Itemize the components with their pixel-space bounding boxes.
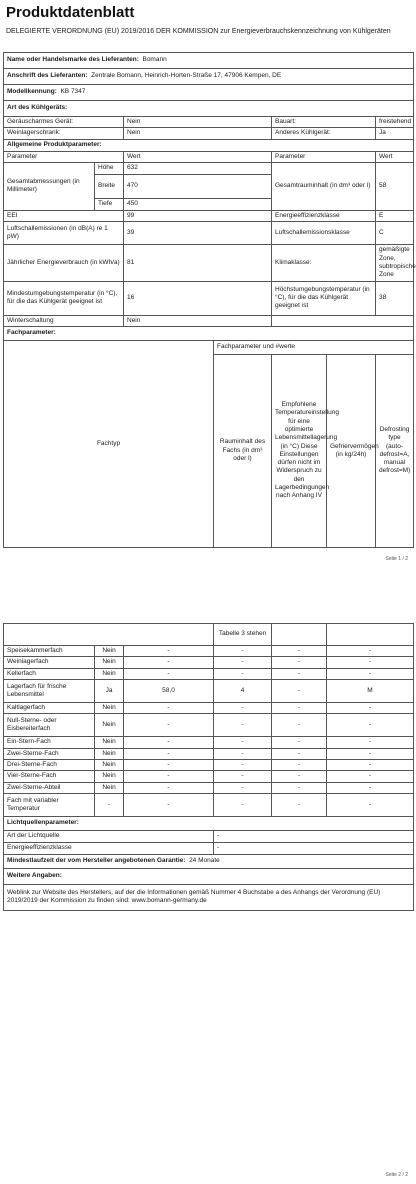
depth-value: 450 [124,198,272,210]
compartment-row [4,646,414,657]
compartment-values-header: Fachparameter und #werte [214,340,414,354]
min-temp-value: 16 [124,281,272,315]
noise-class-value: C [376,222,414,245]
compartment-volume: - [124,702,214,713]
compartment-defrost: - [327,737,414,748]
compartment-row [4,657,414,668]
light-params-heading: Lichtquellenparameter: [4,816,414,830]
compartment-present: Nein [95,646,124,657]
compartment-name: Zwei-Sterne-Abteil [4,782,95,793]
compartment-row [4,679,414,702]
datasheet-table-page2 [3,623,414,911]
eei-label: EEI [4,210,124,221]
climate-class-value: gemäßigte Zone, subtropische Zone [376,245,414,281]
compartment-defrost: - [327,646,414,657]
light-type-value: - [214,830,414,842]
col-param-header-2: Parameter [272,151,376,162]
energy-consumption-label: Jährlicher Energieverbrauch (in kWh/a) [4,245,124,281]
compartment-present: - [95,793,124,816]
compartment-volume: - [124,793,214,816]
model-value: KB 7347 [60,88,86,96]
max-temp-value: 38 [376,281,414,315]
compartment-temp: - [214,759,272,770]
compartment-row [4,793,414,816]
further-info-heading: Weitere Angaben: [4,868,414,884]
compartment-name: Kaltlagerfach [4,702,95,713]
efficiency-class-value: E [376,210,414,221]
width-value: 470 [124,174,272,198]
light-type-label: Art der Lichtquelle [4,830,214,842]
width-label: Breite [95,174,124,198]
dimensions-label: Gesamtabmessungen (in Millimeter) [4,162,95,210]
temp-col-header-cont: Tabelle 3 stehen [214,624,272,646]
compartment-volume: 58,0 [124,679,214,702]
design-type-label: Bauart: [272,117,376,128]
manufacturer-weblink[interactable]: www.bomann-germany.de [131,897,207,905]
compartment-present: Nein [95,759,124,770]
noise-emission-label: Luftschallemissionen (in dB(A) re 1 pW) [4,222,124,245]
compartment-temp: - [214,782,272,793]
compartment-freeze: - [272,782,327,793]
compartment-present: Nein [95,657,124,668]
compartment-row [4,771,414,782]
compartment-temp: 4 [214,679,272,702]
supplier-name-label: Name oder Handelsmarke des Lieferanten: [7,56,139,64]
compartment-volume: - [124,759,214,770]
other-appliance-value: Ja [376,128,414,139]
compartment-row [4,702,414,713]
compartment-volume: - [124,714,214,737]
compartment-freeze: - [272,748,327,759]
warranty-value: 24 Monate [189,857,220,865]
other-appliance-label: Anderes Kühlgerät: [272,128,376,139]
compartment-params-heading: Fachparameter: [4,326,414,340]
compartment-name: Ein-Stern-Fach [4,737,95,748]
warranty-row [4,854,414,868]
page-title: Produktdatenblatt [6,4,135,21]
volume-col-header: Rauminhalt des Fachs (in dm³ oder l) [214,354,272,547]
compartment-temp: - [214,748,272,759]
light-class-label: Energieeffizienzklasse [4,842,214,854]
warranty-label: Mindestlaufzeit der vom Hersteller angebotenen Garantie: [7,857,186,865]
supplier-address-value: Zentrale Bomann, Heinrich-Horten-Straße 17, 47906 Kempen, DE [91,72,282,80]
compartment-temp: - [214,668,272,679]
compartment-row [4,759,414,770]
model-label: Modellkennung: [7,88,57,96]
compartment-freeze: - [272,793,327,816]
supplier-address-label: Anschrift des Lieferanten: [7,72,88,80]
compartment-name: Lagerfach für frische Lebensmittel [4,679,95,702]
general-params-heading: Allgemeine Produktparameter: [4,139,414,151]
compartment-freeze: - [272,679,327,702]
page-gap [0,568,416,620]
supplier-name-value: Bomann [142,56,167,64]
energy-consumption-value: 81 [124,245,272,281]
noise-class-label: Luftschallemissionsklasse [272,222,376,245]
height-value: 632 [124,162,272,174]
wine-cabinet-label: Weinlagerschrank: [4,128,124,139]
compartment-freeze: - [272,657,327,668]
low-noise-label: Geräuscharmes Gerät: [4,117,124,128]
compartment-present: Nein [95,702,124,713]
compartment-freeze: - [272,702,327,713]
compartment-name: Speisekammerfach [4,646,95,657]
compartment-temp: - [214,737,272,748]
compartment-row [4,714,414,737]
compartment-row [4,668,414,679]
compartment-temp: - [214,657,272,668]
compartment-name: Vier-Sterne-Fach [4,771,95,782]
temp-col-header: Empfohlene Temperatureinstellung für eine optimierte Lebensmittellagerung (in °C) Diese Einstellungen dürfen nicht im Widerspruch zu den Lagerbedingungen nach Anhang IV [272,354,327,547]
compartment-volume: - [124,657,214,668]
height-label: Höhe [95,162,124,174]
noise-emission-value: 39 [124,222,272,245]
compartment-volume: - [124,771,214,782]
compartment-row [4,737,414,748]
depth-label: Tiefe [95,198,124,210]
model-row [4,85,414,101]
compartment-temp: - [214,793,272,816]
compartment-freeze: - [272,737,327,748]
efficiency-class-label: Energieeffizienzklasse [272,210,376,221]
compartment-present: Nein [95,737,124,748]
further-info-text [4,884,414,910]
compartment-present: Ja [95,679,124,702]
compartment-present: Nein [95,748,124,759]
compartment-freeze: - [272,714,327,737]
compartment-temp: - [214,646,272,657]
compartment-present: Nein [95,782,124,793]
page-number-1: Seite 1 / 2 [385,556,408,562]
compartment-defrost: - [327,793,414,816]
further-info-body: Weblink zur Website des Herstellers, auf der die Informationen gemäß Nummer 4 Buchstabe a des Anhangs der Verordnung (EU) 2019/2019 der Kommission zu finden sind: [7,889,381,905]
low-noise-value: Nein [124,117,272,128]
compartment-present: Nein [95,771,124,782]
datasheet-table-page1 [3,52,414,548]
col-param-header: Parameter [4,151,124,162]
compartment-defrost: - [327,668,414,679]
compartment-name: Fach mit variabler Temperatur [4,793,95,816]
eei-value: 99 [124,210,272,221]
compartment-row [4,748,414,759]
compartment-volume: - [124,646,214,657]
compartment-defrost: - [327,771,414,782]
compartment-volume: - [124,748,214,759]
min-temp-label: Mindestumgebungstemperatur (in °C), für die das Kühlgerät geeignet ist [4,281,124,315]
compartment-name: Zwei-Sterne-Fach [4,748,95,759]
page-2 [0,620,416,1184]
compartment-defrost: - [327,782,414,793]
page-number-2: Seite 2 / 2 [385,1172,408,1178]
compartment-temp: - [214,702,272,713]
compartment-name: Weinlagerfach [4,657,95,668]
compartment-rows [4,646,414,817]
compartment-defrost: M [327,679,414,702]
compartment-freeze: - [272,646,327,657]
compartment-name: Kellerfach [4,668,95,679]
supplier-address-row [4,69,414,85]
compartment-defrost: - [327,702,414,713]
compartment-defrost: - [327,748,414,759]
compartment-name: Null-Sterne- oder Eisbereiterfach [4,714,95,737]
light-class-value: - [214,842,414,854]
compartment-row [4,782,414,793]
compartment-temp: - [214,771,272,782]
appliance-type-heading: Art des Kühlgeräts: [4,101,414,117]
freeze-col-header: Gefriervermögen (in kg/24h) [327,354,376,547]
compartment-defrost: - [327,714,414,737]
page-1 [0,0,416,568]
compartment-volume: - [124,737,214,748]
winter-switch-value: Nein [124,315,272,326]
col-value-header: Wert [124,151,272,162]
compartment-present: Nein [95,668,124,679]
defrost-col-header: Defrosting type (auto-defrost=A, manual defrost=M) [376,354,414,547]
compartment-freeze: - [272,771,327,782]
design-type-value: freistehend [376,117,414,128]
compartment-volume: - [124,782,214,793]
compartment-type-header: Fachtyp [4,340,214,547]
compartment-defrost: - [327,657,414,668]
winter-switch-label: Winterschaltung [4,315,124,326]
max-temp-label: Höchstumgebungstemperatur (in °C), für die das Kühlgerät geeignet ist [272,281,376,315]
compartment-freeze: - [272,759,327,770]
compartment-defrost: - [327,759,414,770]
regulation-text: DELEGIERTE VERORDNUNG (EU) 2019/2016 DER KOMMISSION zur Energieverbrauchskennzeichnung von Kühlgeräten [6,28,391,35]
compartment-volume: - [124,668,214,679]
supplier-name-row [4,53,414,69]
climate-class-label: Klimaklasse: [272,245,376,281]
total-volume-value: 58 [376,162,414,210]
total-volume-label: Gesamtrauminhalt (in dm³ oder l) [272,162,376,210]
compartment-freeze: - [272,668,327,679]
compartment-name: Drei-Sterne-Fach [4,759,95,770]
compartment-present: Nein [95,714,124,737]
compartment-temp: - [214,714,272,737]
col-value-header-2: Wert [376,151,414,162]
wine-cabinet-value: Nein [124,128,272,139]
